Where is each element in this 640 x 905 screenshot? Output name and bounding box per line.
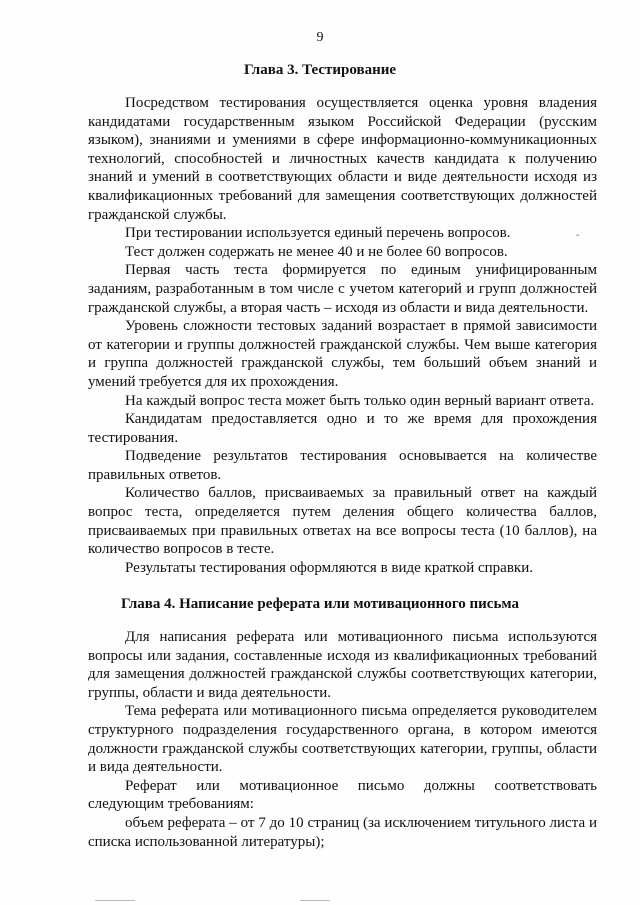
scan-speck: ˆ xyxy=(576,234,580,245)
paragraph: Тема реферата или мотивационного письма определяется руководителем структурного подразделения государственного органа, в котором имеются должности гражданской службы соответствующих категории, группы, области и вида деятельности. xyxy=(88,703,597,776)
scan-edge-mark xyxy=(95,900,135,901)
paragraph: Посредством тестирования осуществляется оценка уровня владения кандидатами государственным языком Российской Федерации (русским языком), знаниями и умениями в сфере информационно-коммуникационных технологий, способностей и личностных качеств кандидата к получению знаний и умений в соответствующих области и виде деятельности исходя из квалификационных требований для замещения соответствующих должностей гражданской службы. xyxy=(88,95,597,223)
page-number: 9 xyxy=(316,30,324,45)
chapter-4-title: Глава 4. Написание реферата или мотивационного письма xyxy=(120,596,519,612)
chapter-3-body xyxy=(88,94,597,577)
paragraph: Подведение результатов тестирования основывается на количестве правильных ответов. xyxy=(88,448,597,483)
paragraph: При тестировании используется единый перечень вопросов. xyxy=(125,225,511,242)
paragraph: Кандидатам предоставляется одно и то же время для прохождения тестирования. xyxy=(88,411,597,446)
paragraph: Первая часть теста формируется по единым унифицированным заданиям, разработанным в том числе с учетом категорий и групп должностей гражданской службы, а вторая часть – исходя из области и вида деятельности. xyxy=(88,262,597,316)
paragraph: Тест должен содержать не менее 40 и не более 60 вопросов. xyxy=(125,243,508,260)
paragraph: Реферат или мотивационное письмо должны соответствовать следующим требованиям: xyxy=(88,777,597,813)
paragraph: На каждый вопрос теста может быть только один верный вариант ответа. xyxy=(125,392,595,409)
paragraph: Количество баллов, присваиваемых за правильный ответ на каждый вопрос теста, определяется путем деления общего количества баллов, присваиваемых при правильных ответах на все вопросы теста (10 баллов), на количество вопросов в тесте. xyxy=(88,485,597,558)
paragraph: объем реферата – от 7 до 10 страниц (за исключением титульного листа и списка использованной литературы); xyxy=(88,814,597,850)
paragraph: Результаты тестирования оформляются в виде краткой справки. xyxy=(125,559,533,576)
chapter-3-title: Глава 3. Тестирование xyxy=(243,62,397,78)
scan-edge-mark xyxy=(300,900,330,901)
chapter-4-body xyxy=(88,628,597,851)
paragraph: Для написания реферата или мотивационного письма используются вопросы или задания, составленные исходя из квалификационных требований для замещения должностей гражданской службы соответствующих категории, группы, области и вида деятельности. xyxy=(88,629,597,701)
paragraph: Уровень сложности тестовых заданий возрастает в прямой зависимости от категории и группы должностей гражданской службы. Чем выше категория и группа должностей гражданской службы, тем больший объем знаний и умений требуется для их прохождения. xyxy=(88,318,597,390)
